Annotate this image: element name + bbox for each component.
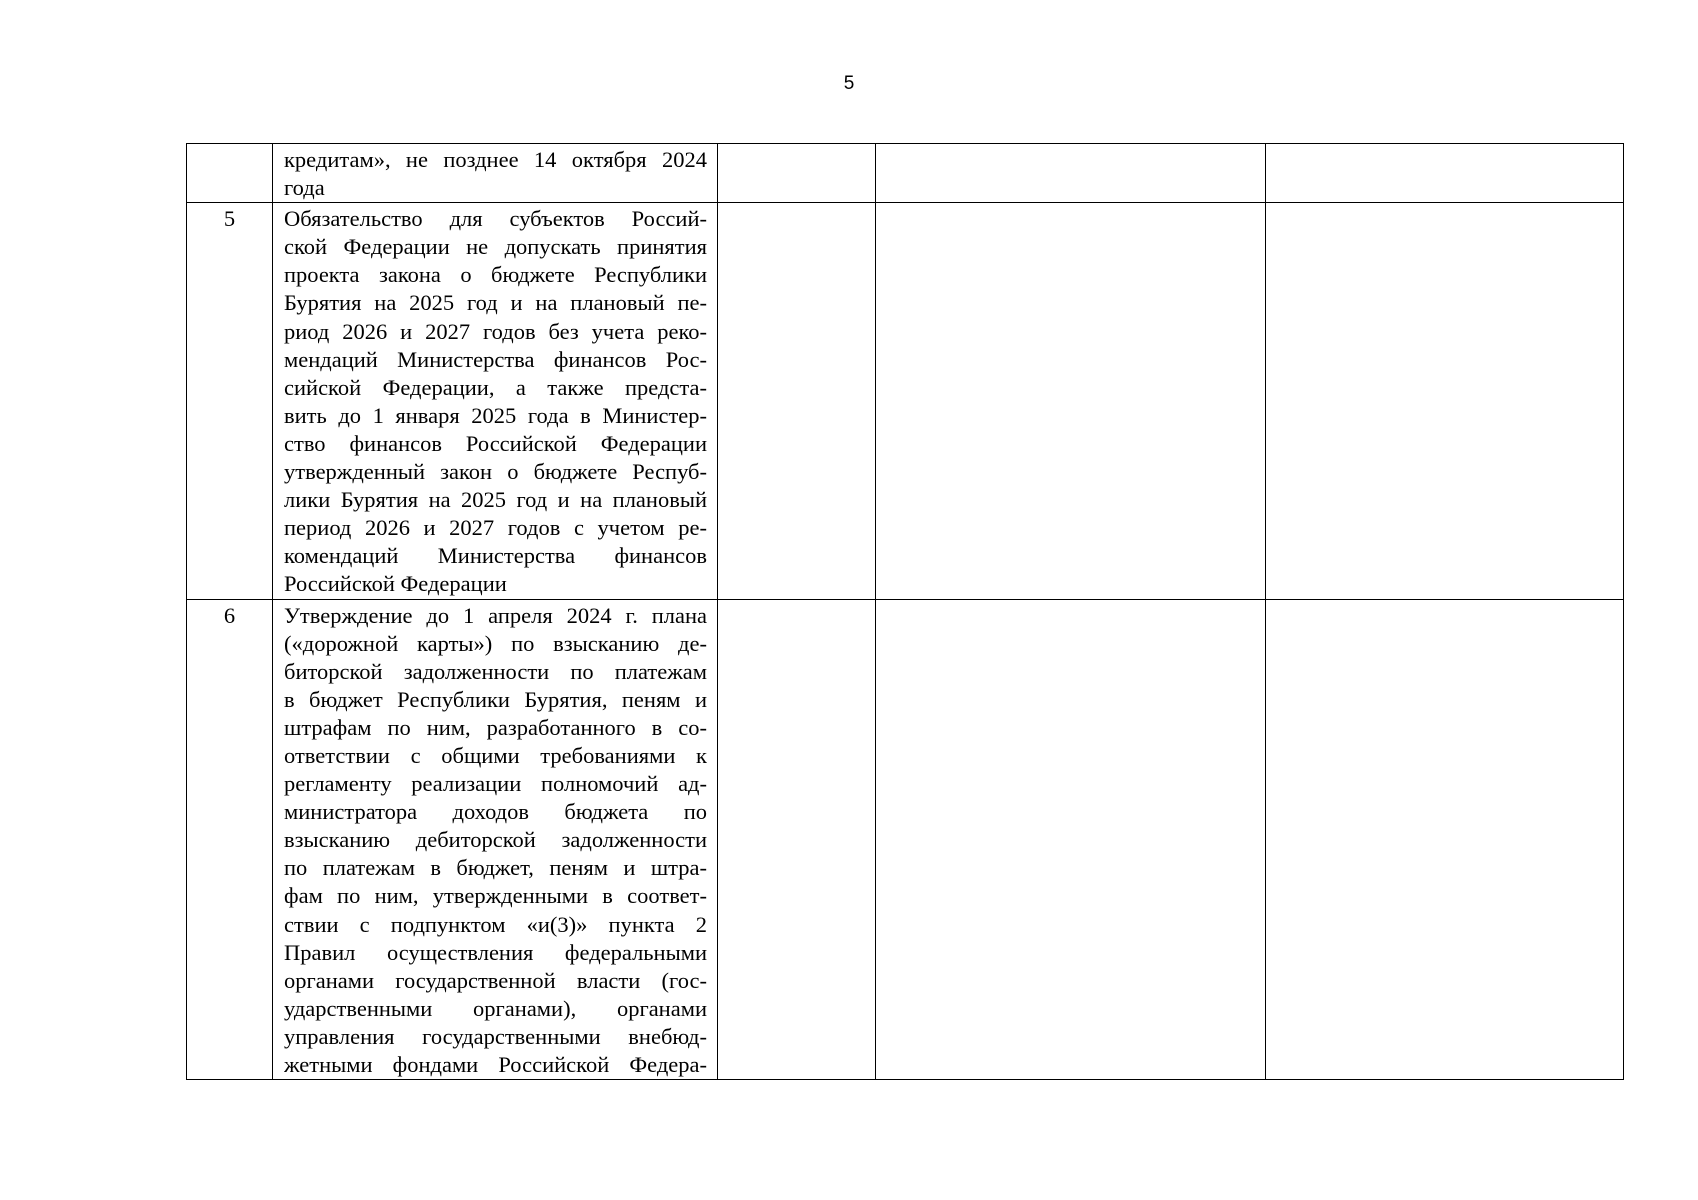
empty-cell [718,203,876,599]
text-line: Правил осуществления федеральными [284,939,707,965]
text-line: штрафам по ним, разработанного в со- [284,714,707,740]
text-line: утвержденный закон о бюджете Респуб- [284,459,707,485]
text-line: жетными фондами Российской Федера- [284,1052,707,1077]
text-line: по платежам в бюджет, пеням и штра- [284,855,707,881]
text-line: органами государственной власти (гос- [284,967,707,993]
text-line: Обязательство для субъектов Россий- [284,206,707,232]
text-line: взысканию дебиторской задолженности [284,827,707,853]
text-line: ской Федерации не допускать принятия [284,234,707,260]
text-line: регламенту реализации полномочий ад- [284,771,707,797]
row-text-cell [273,144,718,203]
text-line: Российской Федерации [284,571,507,597]
empty-cell [1266,599,1624,1080]
text-line: период 2026 и 2027 годов с учетом ре- [284,515,707,541]
text-line: ответствии с общими требованиями к [284,742,707,768]
table-row [187,144,1624,203]
text-line: комендаций Министерства финансов [284,543,707,569]
empty-cell [718,144,876,203]
empty-cell [876,599,1266,1080]
text-line: ствии с подпунктом «и(3)» пункта 2 [284,911,707,937]
text-line: мендаций Министерства финансов Рос- [284,346,707,372]
text-line: в бюджет Республики Бурятия, пеням и [284,686,707,712]
text-line: ударственными органами), органами [284,995,707,1021]
document-table [186,143,1624,1080]
text-line: Утверждение до 1 апреля 2024 г. плана [284,602,707,628]
text-line: вить до 1 января 2025 года в Министер- [284,402,707,428]
empty-cell [876,144,1266,203]
empty-cell [1266,203,1624,599]
text-line: фам по ним, утвержденными в соответ- [284,883,707,909]
text-line: управления государственными внебюд- [284,1023,707,1049]
row-text-cell [273,599,718,1080]
text-line: кредитам», не позднее 14 октября 2024 [284,147,707,172]
empty-cell [718,599,876,1080]
table-row [187,599,1624,1080]
text-line: сийской Федерации, а также предста- [284,374,707,400]
page-number: 5 [843,73,855,94]
table-row [187,203,1624,599]
text-line: года [284,175,325,201]
text-line: биторской задолженности по платежам [284,658,707,684]
empty-cell [1266,144,1624,203]
text-line: ство финансов Российской Федерации [284,430,707,456]
empty-cell [876,203,1266,599]
row-number-cell: 6 [187,599,273,1080]
row-number-cell: 5 [187,203,273,599]
row-number-cell [187,144,273,203]
text-line: лики Бурятия на 2025 год и на плановый [284,487,707,513]
text-line: («дорожной карты») по взысканию де- [284,630,707,656]
text-line: проекта закона о бюджете Республики [284,262,707,288]
row-text-cell [273,203,718,599]
text-line: министратора доходов бюджета по [284,799,707,825]
text-line: Бурятия на 2025 год и на плановый пе- [284,290,707,316]
text-line: риод 2026 и 2027 годов без учета реко- [284,318,707,344]
